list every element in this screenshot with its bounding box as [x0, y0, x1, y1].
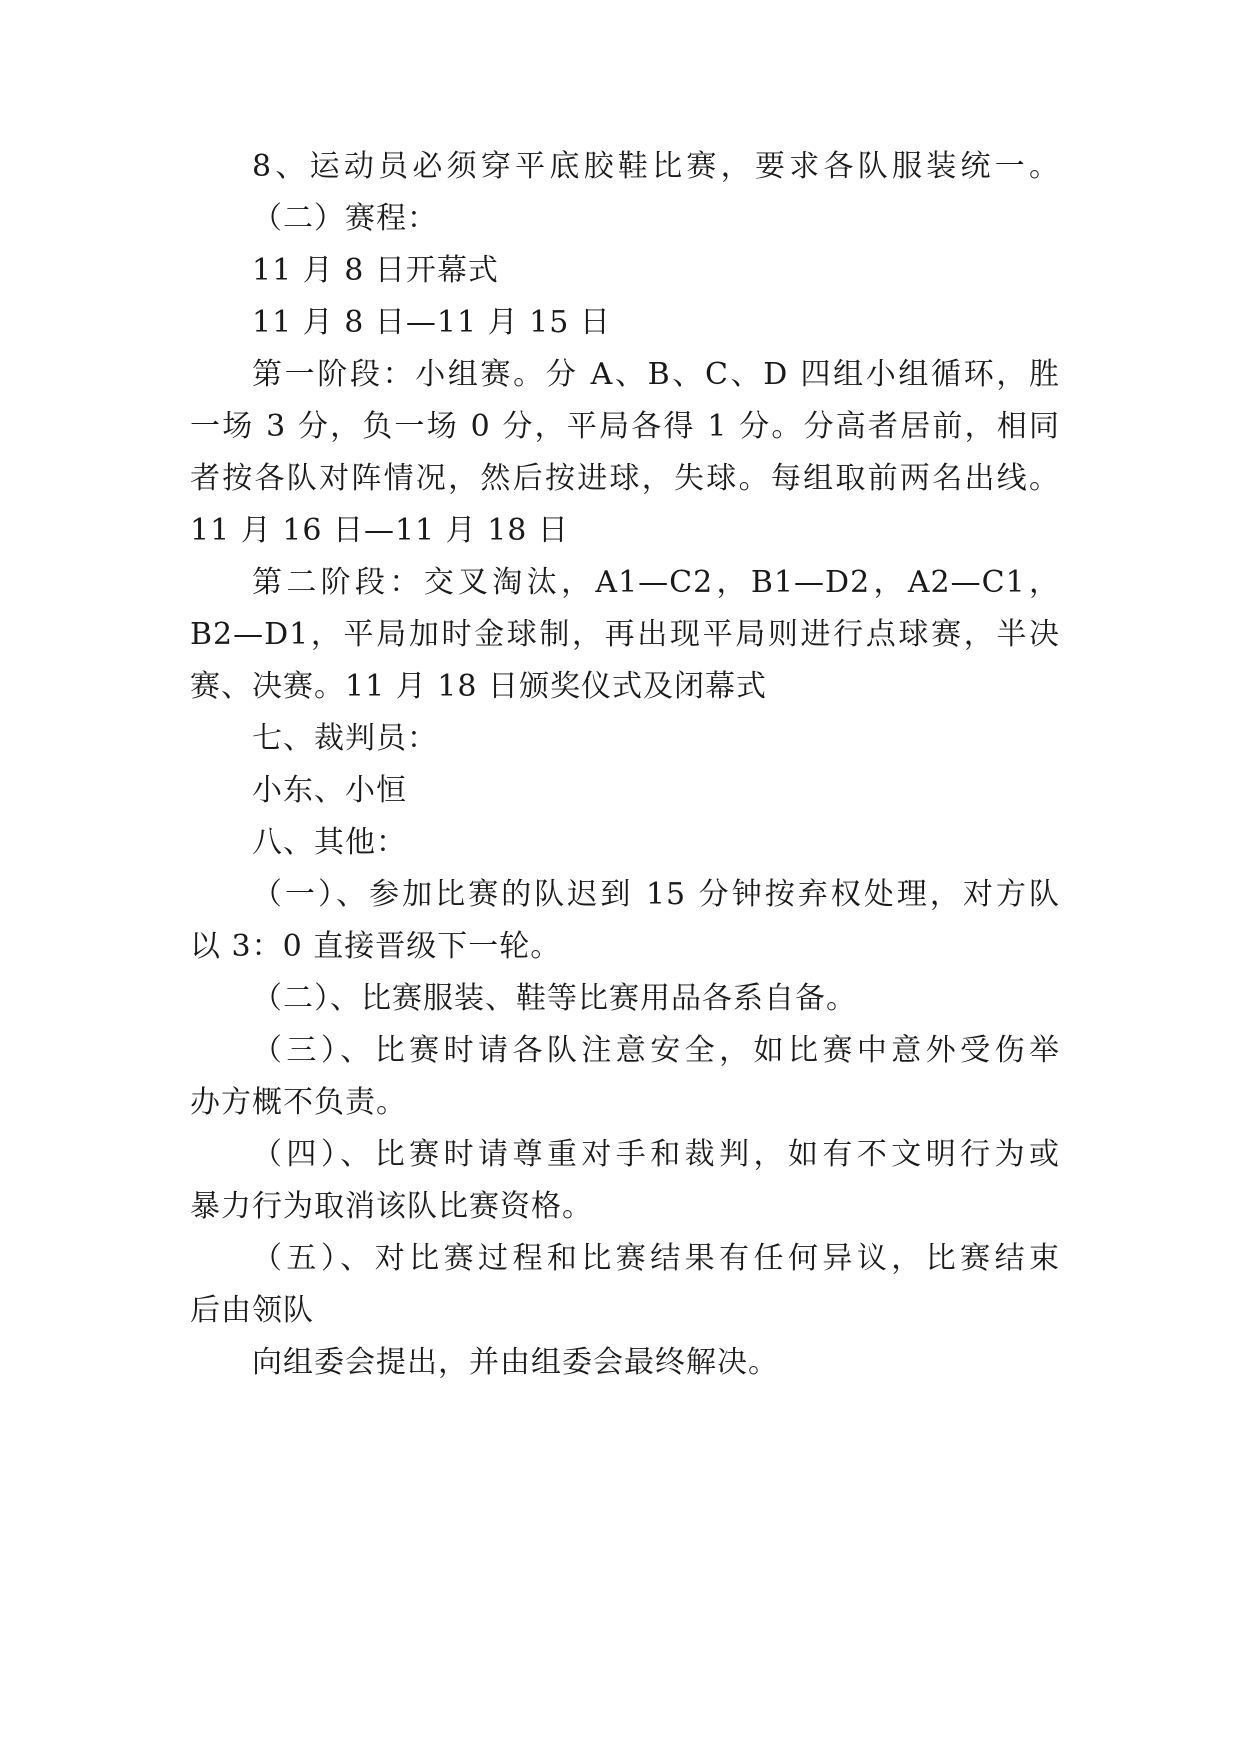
text-line: 小东、小恒 — [252, 773, 407, 808]
text-line: 后由领队 — [190, 1293, 314, 1328]
text-line: 第二阶段：交叉淘汰，A1—C2，B1—D2，A2—C1， — [252, 565, 1060, 600]
text-line: 赛、决赛。11 月 18 日颁奖仪式及闭幕式 — [190, 669, 767, 704]
text-line: （三）、比赛时请各队注意安全，如比赛中意外受伤举 — [252, 1033, 1060, 1068]
text-line: 11 月 16 日—11 月 18 日 — [190, 513, 569, 548]
section-heading: 七、裁判员： — [252, 721, 438, 756]
text-line: 者按各队对阵情况，然后按进球，失球。每组取前两名出线。 — [190, 461, 1060, 496]
text-line: 办方概不负责。 — [190, 1085, 407, 1120]
text-line: 8、运动员必须穿平底胶鞋比赛，要求各队服装统一。 — [252, 149, 1060, 184]
text-line: 11 月 8 日—11 月 15 日 — [252, 305, 611, 340]
text-line: （二）、比赛服装、鞋等比赛用品各系自备。 — [252, 981, 857, 1016]
text-line: 一场 3 分，负一场 0 分，平局各得 1 分。分高者居前，相同 — [190, 409, 1060, 444]
text-line: 向组委会提出，并由组委会最终解决。 — [252, 1345, 779, 1380]
text-line: （一）、参加比赛的队迟到 15 分钟按弃权处理，对方队 — [252, 877, 1060, 912]
text-line: 以 3：0 直接晋级下一轮。 — [190, 929, 562, 964]
section-heading: （二）赛程： — [252, 201, 438, 236]
text-line: 暴力行为取消该队比赛资格。 — [190, 1189, 593, 1224]
text-line: 第一阶段：小组赛。分 A、B、C、D 四组小组循环，胜 — [252, 357, 1060, 392]
section-heading: 八、其他： — [252, 825, 407, 860]
text-line: B2—D1，平局加时金球制，再出现平局则进行点球赛，半决 — [190, 617, 1060, 652]
text-line: 11 月 8 日开幕式 — [252, 253, 499, 288]
text-line: （五）、对比赛过程和比赛结果有任何异议，比赛结束 — [252, 1241, 1060, 1276]
text-line: （四）、比赛时请尊重对手和裁判，如有不文明行为或 — [252, 1137, 1060, 1172]
